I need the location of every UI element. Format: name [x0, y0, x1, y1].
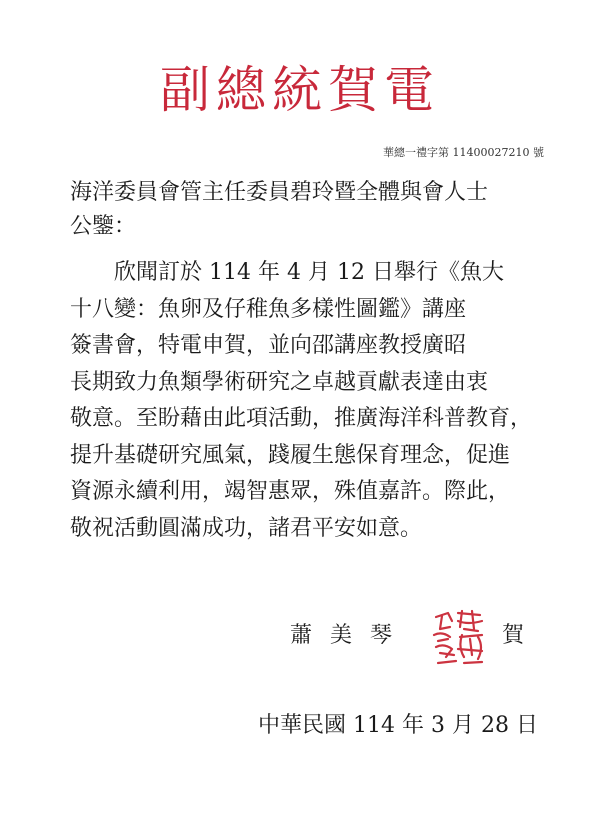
body-line: 十八變：魚卵及仔稚魚多樣性圖鑑》講座 [70, 296, 467, 322]
closing-mark: 賀 [502, 623, 525, 648]
date-line: 中華民國 114 年 3 月 28 日 [258, 713, 538, 738]
addressee-block [70, 176, 550, 244]
body-line: 敬意。至盼藉由此項活動，推廣海洋科普教育， [70, 406, 533, 431]
message-body [70, 255, 552, 547]
document-title: 副總統賀電 [160, 61, 440, 119]
addressee-line: 海洋委員會管主任委員碧玲暨全體與會人士 [70, 180, 489, 205]
body-line: 資源永續利用，竭智惠眾，殊值嘉許。際此， [70, 479, 511, 504]
document-number: 華總一禮字第 11400027210 號 [383, 146, 544, 159]
signer-name: 蕭美琴 [290, 623, 411, 648]
body-line: 長期致力魚類學術研究之卓越貢獻表達由衷 [70, 369, 489, 395]
seal-stamp-icon [428, 607, 490, 669]
body-line: 欣聞訂於 114 年 4 月 12 日舉行《魚大 [114, 260, 504, 285]
salutation-line: 公鑒： [70, 214, 137, 239]
body-line: 提升基礎研究風氣，踐履生態保育理念，促進 [70, 442, 511, 468]
body-line: 敬祝活動圓滿成功，諸君平安如意。 [70, 515, 423, 541]
body-line: 簽書會，特電申賀，並向邵講座教授廣昭 [70, 333, 467, 358]
